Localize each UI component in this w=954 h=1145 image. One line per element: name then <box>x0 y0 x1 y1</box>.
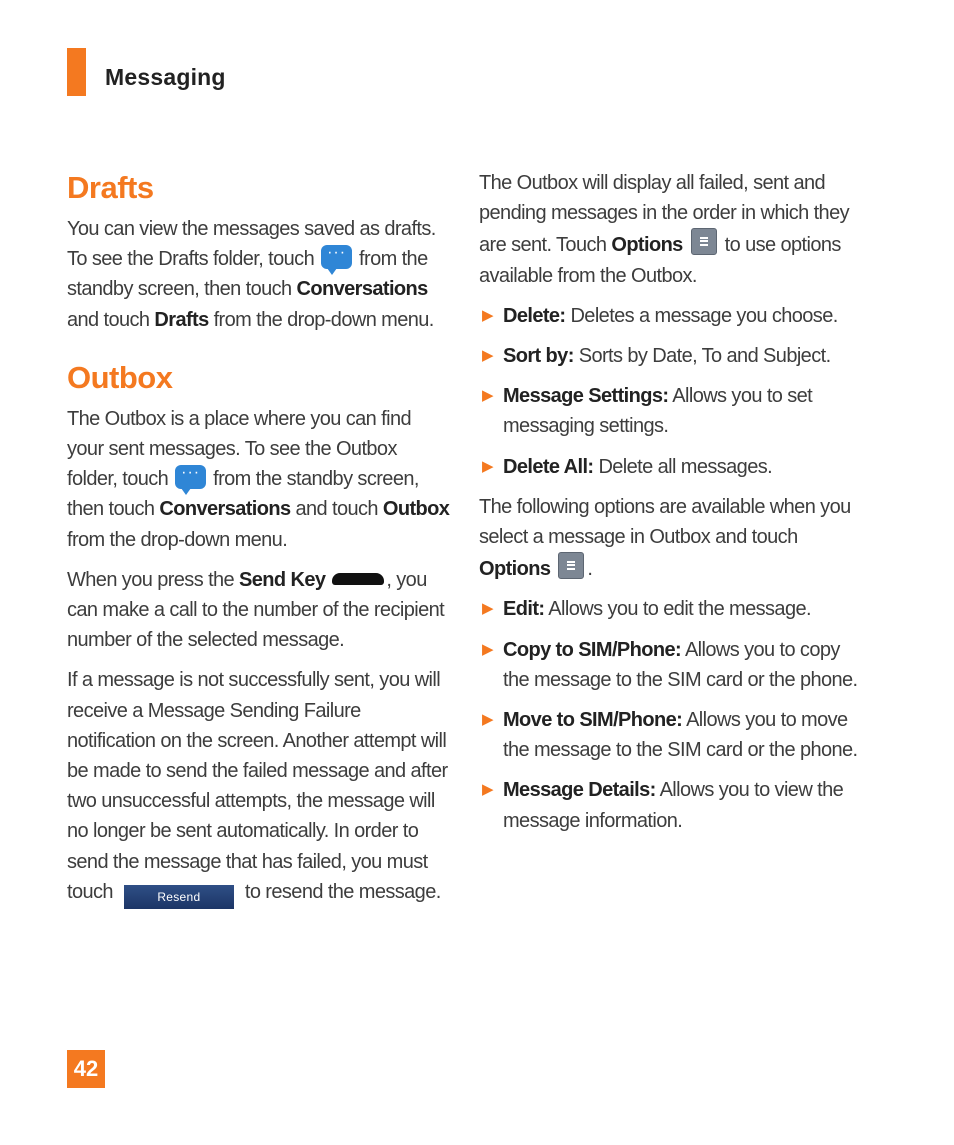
failure-text-1: If a message is not successfully sent, you will receive a Message Sending Failure notification on the screen. Another attempt will be made to send the failed message and after two unsuccessful attempts, the message will no longer be sent automatically. In order to send the message that has failed, you must touch <box>67 669 448 903</box>
outbox-paragraph-2 <box>67 565 452 656</box>
outbox-paragraph-3 <box>67 665 452 908</box>
sendkey-text-2: , you can make a call to the number of the recipient number of the selected message. <box>67 568 445 652</box>
bullet-desc: Sorts by Date, To and Subject. <box>578 345 831 368</box>
options-bold-2: Options <box>479 558 551 581</box>
drafts-heading: Drafts <box>67 170 154 205</box>
sendkey-bold: Send Key <box>239 568 326 591</box>
right-column <box>479 168 869 846</box>
sendkey-text-1: When you press the <box>67 568 235 591</box>
phone-handset-icon <box>332 573 384 585</box>
triangle-bullet-icon: ▶ <box>482 640 493 658</box>
bullet-desc: Allows you to copy the message to the SIM card or the phone. <box>503 638 858 691</box>
bullet-desc: Allows you to move the message to the SIM card or the phone. <box>503 709 858 762</box>
page-number: 42 <box>67 1050 105 1088</box>
right-text-3: The following options are available when you select a message in Outbox and touch <box>479 495 851 549</box>
right-paragraph-1 <box>479 168 869 291</box>
triangle-bullet-icon: ▶ <box>482 781 493 799</box>
outbox-paragraph-1 <box>67 404 452 555</box>
list-item <box>479 301 869 331</box>
bullet-term: Message Settings: <box>503 385 669 408</box>
bullet-term: Move to SIM/Phone: <box>503 709 683 732</box>
outbox-text-2: from the standby screen, then touch <box>67 468 419 521</box>
outbox-bold-outbox: Outbox <box>382 498 450 521</box>
options-bold: Options <box>611 234 683 257</box>
triangle-bullet-icon: ▶ <box>482 387 493 405</box>
triangle-bullet-icon: ▶ <box>482 347 493 365</box>
drafts-paragraph <box>67 214 452 335</box>
list-item <box>479 775 869 835</box>
right-text-2: to use options available from the Outbox. <box>479 234 841 287</box>
triangle-bullet-icon: ▶ <box>482 306 493 324</box>
bullet-term: Delete: <box>503 304 566 327</box>
bullet-desc: Deletes a message you choose. <box>570 304 838 327</box>
section-title: Messaging <box>105 64 226 90</box>
speech-bubble-icon: ··· <box>175 465 206 489</box>
list-item <box>479 594 869 624</box>
bullet-desc: Delete all messages. <box>598 455 773 478</box>
outbox-heading: Outbox <box>67 359 173 395</box>
outbox-text-1: The Outbox is a place where you can find your sent messages. To see the Outbox folder, touch <box>67 407 411 491</box>
bullet-desc: Allows you to edit the message. <box>548 598 811 621</box>
bullet-desc: Allows you to set messaging settings. <box>503 385 813 438</box>
outbox-text-4: from the drop-down menu. <box>67 528 288 551</box>
drafts-text-1: You can view the messages saved as drafts. To see the Drafts folder, touch <box>67 218 436 271</box>
speech-bubble-icon: ··· <box>321 245 352 269</box>
menu-icon <box>691 228 717 255</box>
drafts-text-2: from the standby screen, then touch <box>67 248 428 301</box>
right-text-1: The Outbox will display all failed, sent and pending messages in the order in which they are sent. Touch <box>479 172 849 257</box>
right-paragraph-2 <box>479 492 869 585</box>
resend-button[interactable]: Resend <box>124 885 234 909</box>
triangle-bullet-icon: ▶ <box>482 457 493 475</box>
triangle-bullet-icon: ▶ <box>482 600 493 618</box>
list-item <box>479 381 869 441</box>
bullet-term: Sort by: <box>503 345 574 368</box>
outbox-text-3: and touch <box>295 498 378 521</box>
bullet-desc: Allows you to view the message information. <box>503 779 844 832</box>
right-text-4: . <box>587 558 593 581</box>
list-item <box>479 341 869 371</box>
drafts-text-3: and touch <box>67 308 150 331</box>
bullet-term: Copy to SIM/Phone: <box>503 638 682 661</box>
bullet-term: Delete All: <box>503 455 594 478</box>
outbox-bold-conversations: Conversations <box>159 498 291 521</box>
triangle-bullet-icon: ▶ <box>482 711 493 729</box>
bullet-term: Edit: <box>503 598 545 621</box>
bullet-term: Message Details: <box>503 779 656 802</box>
section-header-bar <box>67 48 86 96</box>
list-item <box>479 635 869 695</box>
drafts-bold-conversations: Conversations <box>296 278 428 301</box>
drafts-text-4: from the drop-down menu. <box>213 308 434 331</box>
menu-icon <box>558 552 584 579</box>
drafts-bold-drafts: Drafts <box>154 308 209 331</box>
list-item <box>479 452 869 482</box>
left-column <box>67 168 452 919</box>
failure-text-2: to resend the message. <box>244 880 441 903</box>
list-item <box>479 705 869 765</box>
